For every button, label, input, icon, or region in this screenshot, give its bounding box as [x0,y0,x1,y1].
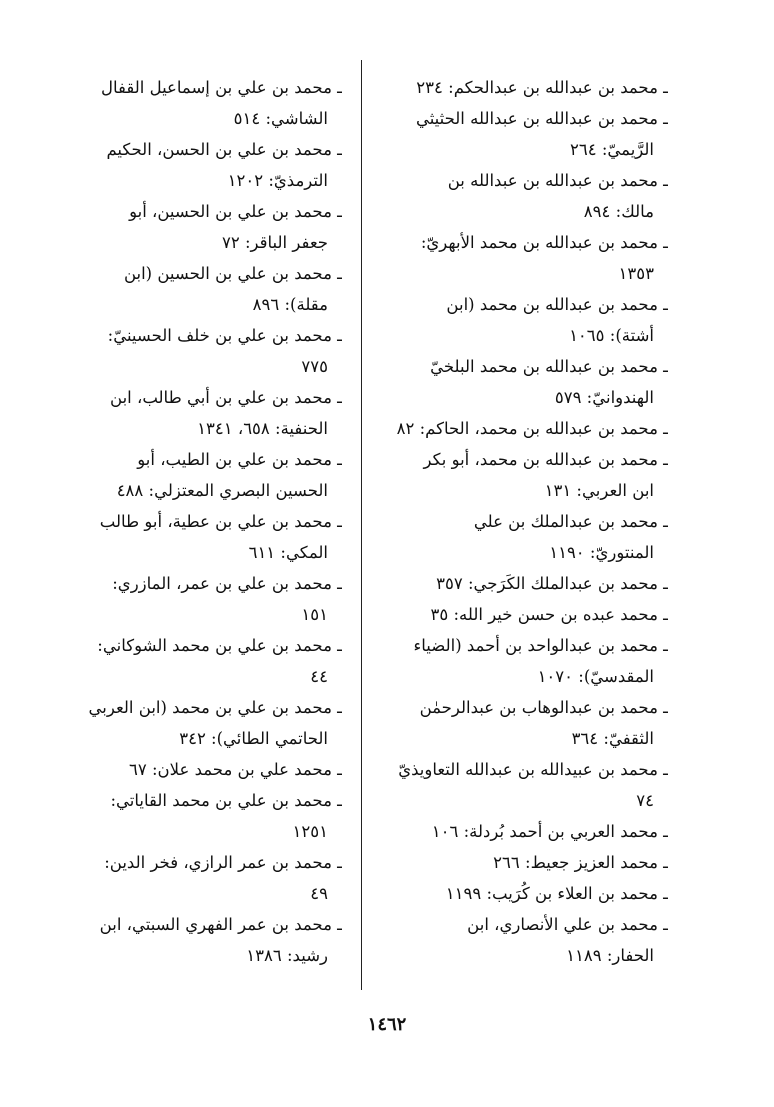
index-entry-continuation: ٧٤ [636,791,654,810]
index-entry-line: ـ محمد بن عبدالملك بن علي [473,512,668,531]
index-entry-line: ـ محمد بن عبدالوهاب بن عبدالرحمٰن [419,698,668,717]
index-entry [42,847,342,909]
index-entry-continuation: الثقفيّ: ٣٦٤ [571,729,654,748]
index-entry [368,506,668,568]
index-entry-continuation: مقلة): ٨٩٦ [252,295,328,314]
index-entry-continuation: ١٣٥٣ [618,264,654,283]
index-entry-line: ـ محمد بن عبدالله بن عبدالله بن [447,171,668,190]
index-entry [42,785,342,847]
index-entry [42,320,342,382]
index-entry-continuation: جعفر الباقر: ٧٢ [221,233,328,252]
index-entry-continuation: ١٢٥١ [292,822,328,841]
index-entry-continuation: الحاتمي الطائي): ٣٤٢ [179,729,328,748]
index-entry-line: ـ محمد بن علي بن الحسن، الحكيم [106,140,342,159]
index-entry-continuation: ابن العربي: ١٣١ [544,481,654,500]
index-entry-line: ـ محمد بن عبدالملك الكَرَجي: ٣٥٧ [436,574,668,593]
index-entry-line: ـ محمد بن علي بن محمد الشوكاني: [97,636,342,655]
index-entry-line: ـ محمد علي بن محمد علان: ٦٧ [129,760,342,779]
index-entry-line: ـ محمد بن علي بن عطية، أبو طالب [99,512,342,531]
index-entry-line: ـ محمد بن علي بن الحسين (ابن [123,264,342,283]
index-entry [368,289,668,351]
index-entry-continuation: الهندوانيّ: ٥٧٩ [554,388,654,407]
index-entry [42,754,342,785]
index-entry [42,692,342,754]
index-entry-continuation: ١٥١ [301,605,328,624]
index-entry-continuation: الحسين البصري المعتزلي: ٤٨٨ [116,481,328,500]
index-entry-line: ـ محمد بن العلاء بن كُرَيب: ١١٩٩ [445,884,668,903]
index-entry [368,599,668,630]
index-entry-line: ـ محمد بن علي بن محمد القاياتي: [110,791,342,810]
index-entry [42,258,342,320]
index-entry-continuation: ٤٤ [310,667,328,686]
index-entry-line: ـ محمد بن عبدالله بن محمد الأبهريّ: [420,233,668,252]
index-entry [42,134,342,196]
index-entry-line: ـ محمد بن علي بن عمر، المازري: [112,574,342,593]
index-entry [368,444,668,506]
index-entry [368,816,668,847]
index-entry-line: ـ محمد بن عبدالله بن محمد البلخيّ [430,357,668,376]
index-column-left [42,72,342,992]
index-entry-continuation: الرَّيميّ: ٢٦٤ [570,140,654,159]
index-entry-continuation: ٤٩ [310,884,328,903]
index-entry [368,754,668,816]
index-entry-continuation: المكي: ٦١١ [248,543,328,562]
index-entry-line: ـ محمد بن علي الأنصاري، ابن [467,915,668,934]
index-entry-line: ـ محمد بن علي بن محمد (ابن العربي [88,698,342,717]
column-divider [361,60,362,990]
index-entry-line: ـ محمد بن علي بن الطيب، أبو [137,450,342,469]
index-entry [368,568,668,599]
index-entry [42,630,342,692]
index-entry-line: ـ محمد بن علي بن خلف الحسينيّ: [107,326,342,345]
index-entry [368,878,668,909]
index-entry [368,351,668,413]
index-entry [42,568,342,630]
index-entry [42,909,342,971]
index-entry [42,196,342,258]
index-entry-line: ـ محمد بن علي بن الحسين، أبو [129,202,342,221]
index-entry-line: ـ محمد بن عبدالواحد بن أحمد (الضياء [413,636,668,655]
index-entry [368,227,668,289]
index-entry [368,413,668,444]
index-entry [42,72,342,134]
index-entry-continuation: مالك: ٨٩٤ [583,202,654,221]
index-entry [368,103,668,165]
index-entry-line: ـ محمد بن عبيدالله بن عبدالله التعاويذيّ [398,760,668,779]
index-entry [368,847,668,878]
index-entry-line: ـ محمد بن عبدالله بن محمد، الحاكم: ٨٢ [396,419,668,438]
index-column-right [368,72,668,992]
index-entry-continuation: الشاشي: ٥١٤ [233,109,328,128]
index-entry-line: ـ محمد بن عبدالله بن محمد، أبو بكر [423,450,668,469]
index-entry-continuation: المقدسيّ): ١٠٧٠ [537,667,654,686]
index-entry [42,444,342,506]
index-entry-line: ـ محمد بن عبدالله بن محمد (ابن [446,295,668,314]
index-entry-line: ـ محمد بن عبدالله بن عبدالحكم: ٢٣٤ [416,78,668,97]
index-entry-line: ـ محمد بن عمر الرازي، فخر الدين: [104,853,342,872]
index-entry-line: ـ محمد بن عبدالله بن عبدالله الحثيثي [415,109,668,128]
index-entry-line: ـ محمد بن عمر الفهري السبتي، ابن [99,915,342,934]
index-entry-line: ـ محمد بن علي بن إسماعيل القفال [101,78,342,97]
index-entry-line: ـ محمد بن علي بن أبي طالب، ابن [110,388,342,407]
index-entry-continuation: الحفار: ١١٨٩ [566,946,654,965]
page-number: ١٤٦٢ [367,1014,407,1035]
index-entry-continuation: الحنفية: ٦٥٨، ١٣٤١ [197,419,328,438]
index-entry [368,72,668,103]
index-entry-continuation: ٧٧٥ [301,357,328,376]
index-entry [42,382,342,444]
index-entry [42,506,342,568]
index-entry-continuation: الترمذيّ: ١٢٠٢ [227,171,328,190]
index-entry-continuation: أشتة): ١٠٦٥ [569,326,654,345]
index-entry [368,692,668,754]
index-entry-continuation: المنتوريّ: ١١٩٠ [549,543,654,562]
index-entry-line: ـ محمد عبده بن حسن خير الله: ٣٥ [430,605,668,624]
index-entry-line: ـ محمد العربي بن أحمد بُردلة: ١٠٦ [431,822,668,841]
index-entry-continuation: رشيد: ١٣٨٦ [246,946,328,965]
index-entry [368,909,668,971]
index-entry-line: ـ محمد العزيز جعيط: ٢٦٦ [493,853,668,872]
index-entry [368,165,668,227]
index-entry [368,630,668,692]
